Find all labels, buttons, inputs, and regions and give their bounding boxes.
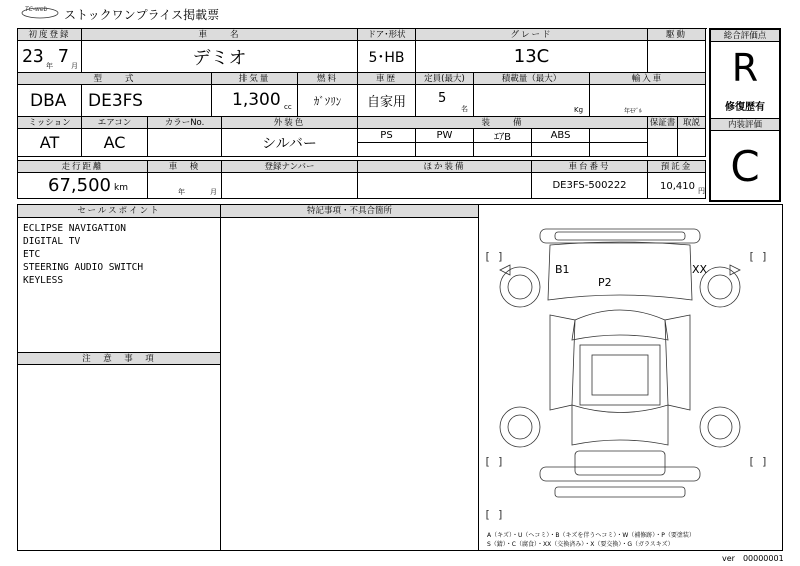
car-diagram [480,205,782,550]
label-first-reg: 初度登録 [18,29,82,41]
label-sales: セールスポイント [18,205,221,218]
deposit: 10,410 [660,181,695,192]
reg-number [222,173,358,199]
grade: 13C [416,41,648,73]
sales-point: ETC [23,249,41,260]
equipment-4: ABS [532,129,590,143]
sales-point: ECLIPSE NAVIGATION [23,223,126,234]
reg-month: 7 [58,46,69,67]
inspection-year-unit: 年 [178,188,185,196]
label-aircon: エアコン [82,117,148,129]
label-grade: グレード [416,29,648,41]
load-unit: Kg [574,106,584,114]
svg-text:[ ]: [ ] [484,508,504,521]
page-title: ストックワンプライス掲載票 [64,8,220,22]
label-car-name: 車 名 [82,29,358,41]
displacement: 1,300 [232,90,281,110]
reg-month-unit: 月 [71,62,78,70]
history: 自家用 [358,85,416,117]
label-manual: 取説 [678,117,706,129]
color-no [148,129,222,157]
overall-score: R [731,46,759,90]
first-reg-cell [18,41,82,73]
logo [20,4,60,18]
displacement-unit: cc [284,103,292,111]
label-remarks: 特記事項・不具合箇所 [221,205,479,218]
equipment-5 [590,129,648,143]
label-other-equipment: ほか装備 [358,161,532,173]
inspection-month-unit: 月 [210,188,217,196]
label-fuel: 燃料 [298,73,358,85]
mileage-cell [18,173,148,199]
logo-text: TC-web [25,6,48,13]
capacity-cell [416,85,474,117]
label-interior: 内装評価 [711,118,779,131]
sales-list [18,218,221,352]
model-code: DE3FS [82,85,212,117]
label-capacity: 定員(最大) [416,73,474,85]
legend-line-1: A（キズ）・U（ヘコミ）・B（キズを伴うヘコミ）・W（補修跡）・P（要塗装） [487,532,695,539]
chassis-no: DE3FS-500222 [532,173,648,199]
label-deposit: 預託金 [648,161,706,173]
sales-point: KEYLESS [23,275,64,286]
equipment-row2-4 [532,143,590,157]
deposit-unit: 円 [698,187,705,195]
label-notes: 注 意 事 項 [18,352,221,365]
label-warranty: 保証書 [648,117,678,129]
damage-mark-xx: XX [692,263,708,276]
equipment-row2-5 [590,143,648,157]
row3-bottom-line [18,160,706,161]
other-equipment [358,173,532,199]
mileage-unit: km [114,183,128,193]
label-inspection: 車 検 [148,161,222,173]
notes-area [18,365,221,550]
sales-point: DIGITAL TV [23,236,81,247]
reg-year: 23 [22,46,44,67]
label-displacement: 排気量 [212,73,298,85]
interior-score: C [730,141,760,191]
equipment-row2-2 [416,143,474,157]
label-mission: ミッション [18,117,82,129]
mileage: 67,500 [48,175,111,196]
capacity: 5 [438,91,447,106]
label-history: 車歴 [358,73,416,85]
damage-mark-p2: P2 [598,276,612,289]
rating-box [709,28,781,202]
label-reg-number: 登録ナンバー [222,161,358,173]
displacement-cell [212,85,298,117]
equipment-1: PS [358,129,416,143]
svg-text:[ ]: [ ] [748,250,768,263]
import-note: 年ﾓﾃﾞﾙ [624,108,643,115]
label-drive: 駆動 [648,29,706,41]
reg-year-unit: 年 [46,62,53,70]
label-mileage: 走行距離 [18,161,148,173]
warranty [648,129,678,157]
mission: AT [18,129,82,157]
deposit-cell [648,173,706,199]
sales-point: STEERING AUDIO SWITCH [23,262,144,273]
aircon: AC [82,129,148,157]
ext-color: シルバー [222,129,358,157]
model-prefix: DBA [18,85,82,117]
damage-mark-b1: B1 [555,263,570,276]
equipment-3: ｴｱB [474,129,532,143]
version-label: ver 00000001 [722,554,784,563]
label-ext-color: 外装色 [222,117,358,129]
label-chassis-no: 車台番号 [532,161,648,173]
fuel: ｶﾞｿﾘﾝ [298,85,358,117]
label-color-no: カラーNo. [148,117,222,129]
label-load: 積載量（最大） [474,73,590,85]
label-overall: 総合評価点 [711,30,779,42]
equipment-row2-1 [358,143,416,157]
repair-history: 修復歴有 [725,101,765,113]
car-name: デミオ [82,41,358,73]
svg-text:[ ]: [ ] [484,455,504,468]
label-equipment: 装 備 [358,117,648,129]
import-cell [590,85,706,117]
door-shape: 5･HB [358,41,416,73]
svg-text:[ ]: [ ] [484,250,504,263]
capacity-unit: 名 [461,105,468,113]
equipment-row2-3 [474,143,532,157]
svg-text:[ ]: [ ] [748,455,768,468]
legend-line-2: S（錆）・C（腐食）・XX（交換済み）・X（要交換）・G（ガラスキズ） [487,541,674,548]
label-import: 輸入車 [590,73,706,85]
label-model: 型 式 [18,73,212,85]
load-cell [474,85,590,117]
label-door-shape: ドア･形状 [358,29,416,41]
remarks-area [221,218,479,550]
inspection-cell [148,173,222,199]
equipment-2: PW [416,129,474,143]
manual [678,129,706,157]
drive [648,41,706,73]
